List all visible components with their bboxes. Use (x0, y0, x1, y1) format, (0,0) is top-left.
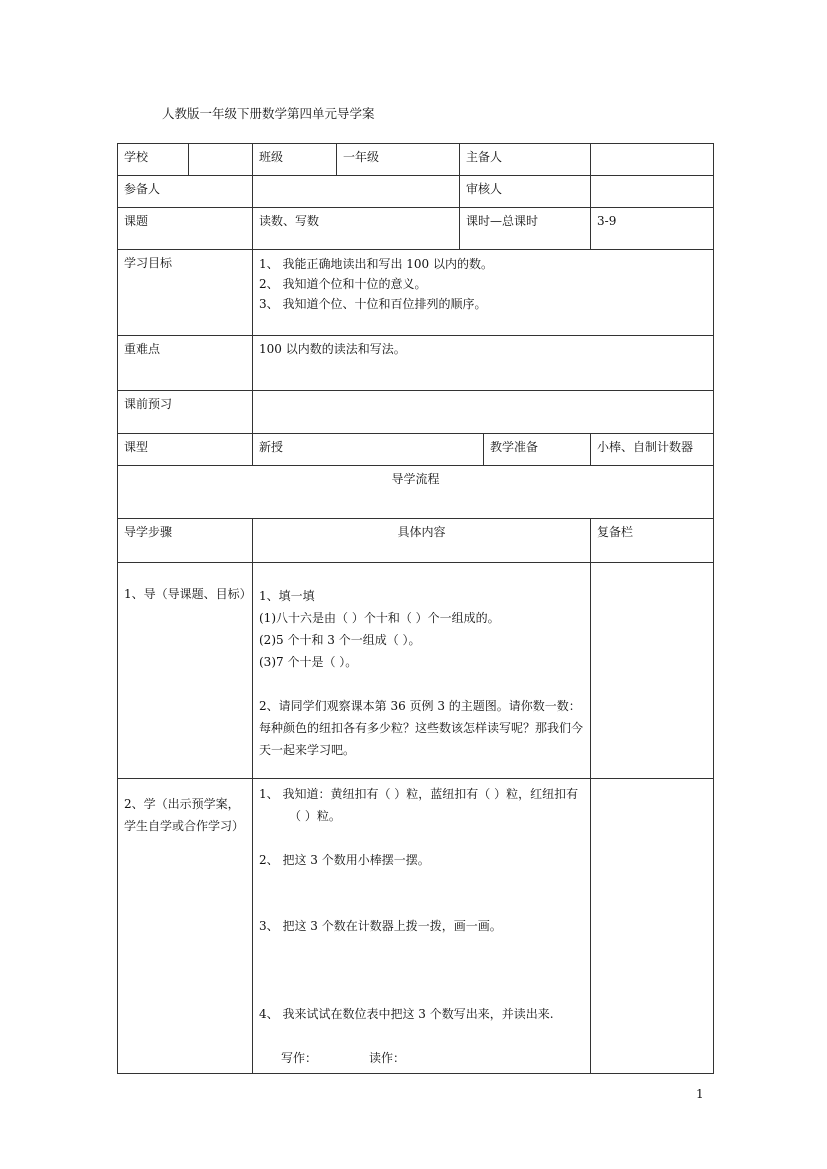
step2-notes (591, 779, 714, 1074)
step1-line: (3)7 个十是（ ）。 (259, 655, 358, 669)
key-points-label: 重难点 (118, 336, 253, 391)
topic-value: 读数、写数 (253, 208, 460, 250)
reviewer-value (591, 176, 714, 208)
step2-name (118, 779, 253, 1074)
step1-line: (1)八十六是由（ ）个十和（ ）个一组成的。 (259, 611, 500, 625)
step2-item: 3、 把这 3 个数在计数器上拨一拨，画一画。 (259, 919, 502, 933)
goals-content (253, 250, 714, 336)
step1-content (253, 563, 591, 779)
step1-notes (591, 563, 714, 779)
notes-column-header: 复备栏 (591, 519, 714, 563)
preview-value (253, 391, 714, 434)
write-label: 写作： (281, 1051, 318, 1065)
step1-line: (2)5 个十和 3 个一组成（ ）。 (259, 633, 421, 647)
participants-label: 参备人 (118, 176, 253, 208)
page-number: 1 (696, 1087, 704, 1101)
step2-item: 2、 把这 3 个数用小棒摆一摆。 (259, 853, 430, 867)
school-value (189, 144, 253, 176)
goal-item: 3、 我知道个位、十位和百位排列的顺序。 (259, 297, 487, 311)
document-title: 人教版一年级下册数学第四单元导学案 (162, 106, 375, 121)
class-label: 班级 (253, 144, 337, 176)
content-column-header: 具体内容 (253, 519, 591, 563)
write-read-line (259, 1047, 584, 1069)
lesson-type-label: 课型 (118, 434, 253, 466)
lesson-plan-table (117, 143, 714, 1074)
topic-label: 课题 (118, 208, 253, 250)
step2-name-line: 学生自学或合作学习） (124, 819, 245, 833)
teaching-prep-value: 小棒、自制计数器 (591, 434, 714, 466)
goals-label: 学习目标 (118, 250, 253, 336)
flow-title: 导学流程 (118, 466, 714, 519)
goal-item: 2、 我知道个位和十位的意义。 (259, 277, 427, 291)
step2-item: 4、 我来试试在数位表中把这 3 个数写出来，并读出来. (259, 1007, 554, 1021)
goal-item: 1、 我能正确地读出和写出 100 以内的数。 (259, 257, 493, 271)
school-label: 学校 (118, 144, 189, 176)
period-label: 课时—总课时 (460, 208, 591, 250)
step2-content (253, 779, 591, 1074)
key-points-value: 100 以内数的读法和写法。 (253, 336, 714, 391)
step2-name-line: 2、学（出示预学案， (124, 797, 240, 811)
teaching-prep-label: 教学准备 (484, 434, 591, 466)
step1-name: 1、导（导课题、目标） (118, 563, 253, 779)
lead-preparer-label: 主备人 (460, 144, 591, 176)
step2-item: 1、 我知道：黄纽扣有（ ）粒，蓝纽扣有（ ）粒，红纽扣有（ ）粒。 (259, 787, 579, 823)
lead-preparer-value (591, 144, 714, 176)
lesson-type-value: 新授 (253, 434, 484, 466)
class-value: 一年级 (337, 144, 460, 176)
read-label: 读作： (369, 1051, 406, 1065)
step-column-header: 导学步骤 (118, 519, 253, 563)
period-value: 3-9 (591, 208, 714, 250)
step1-paragraph: 2、请同学们观察课本第 36 页例 3 的主题图。请你数一数：每种颜色的纽扣各有多少粒？这些数该怎样读写呢？那我们今天一起来学习吧。 (259, 699, 584, 757)
reviewer-label: 审核人 (460, 176, 591, 208)
preview-label: 课前预习 (118, 391, 253, 434)
step1-line: 1、填一填 (259, 589, 315, 603)
participants-value (253, 176, 460, 208)
